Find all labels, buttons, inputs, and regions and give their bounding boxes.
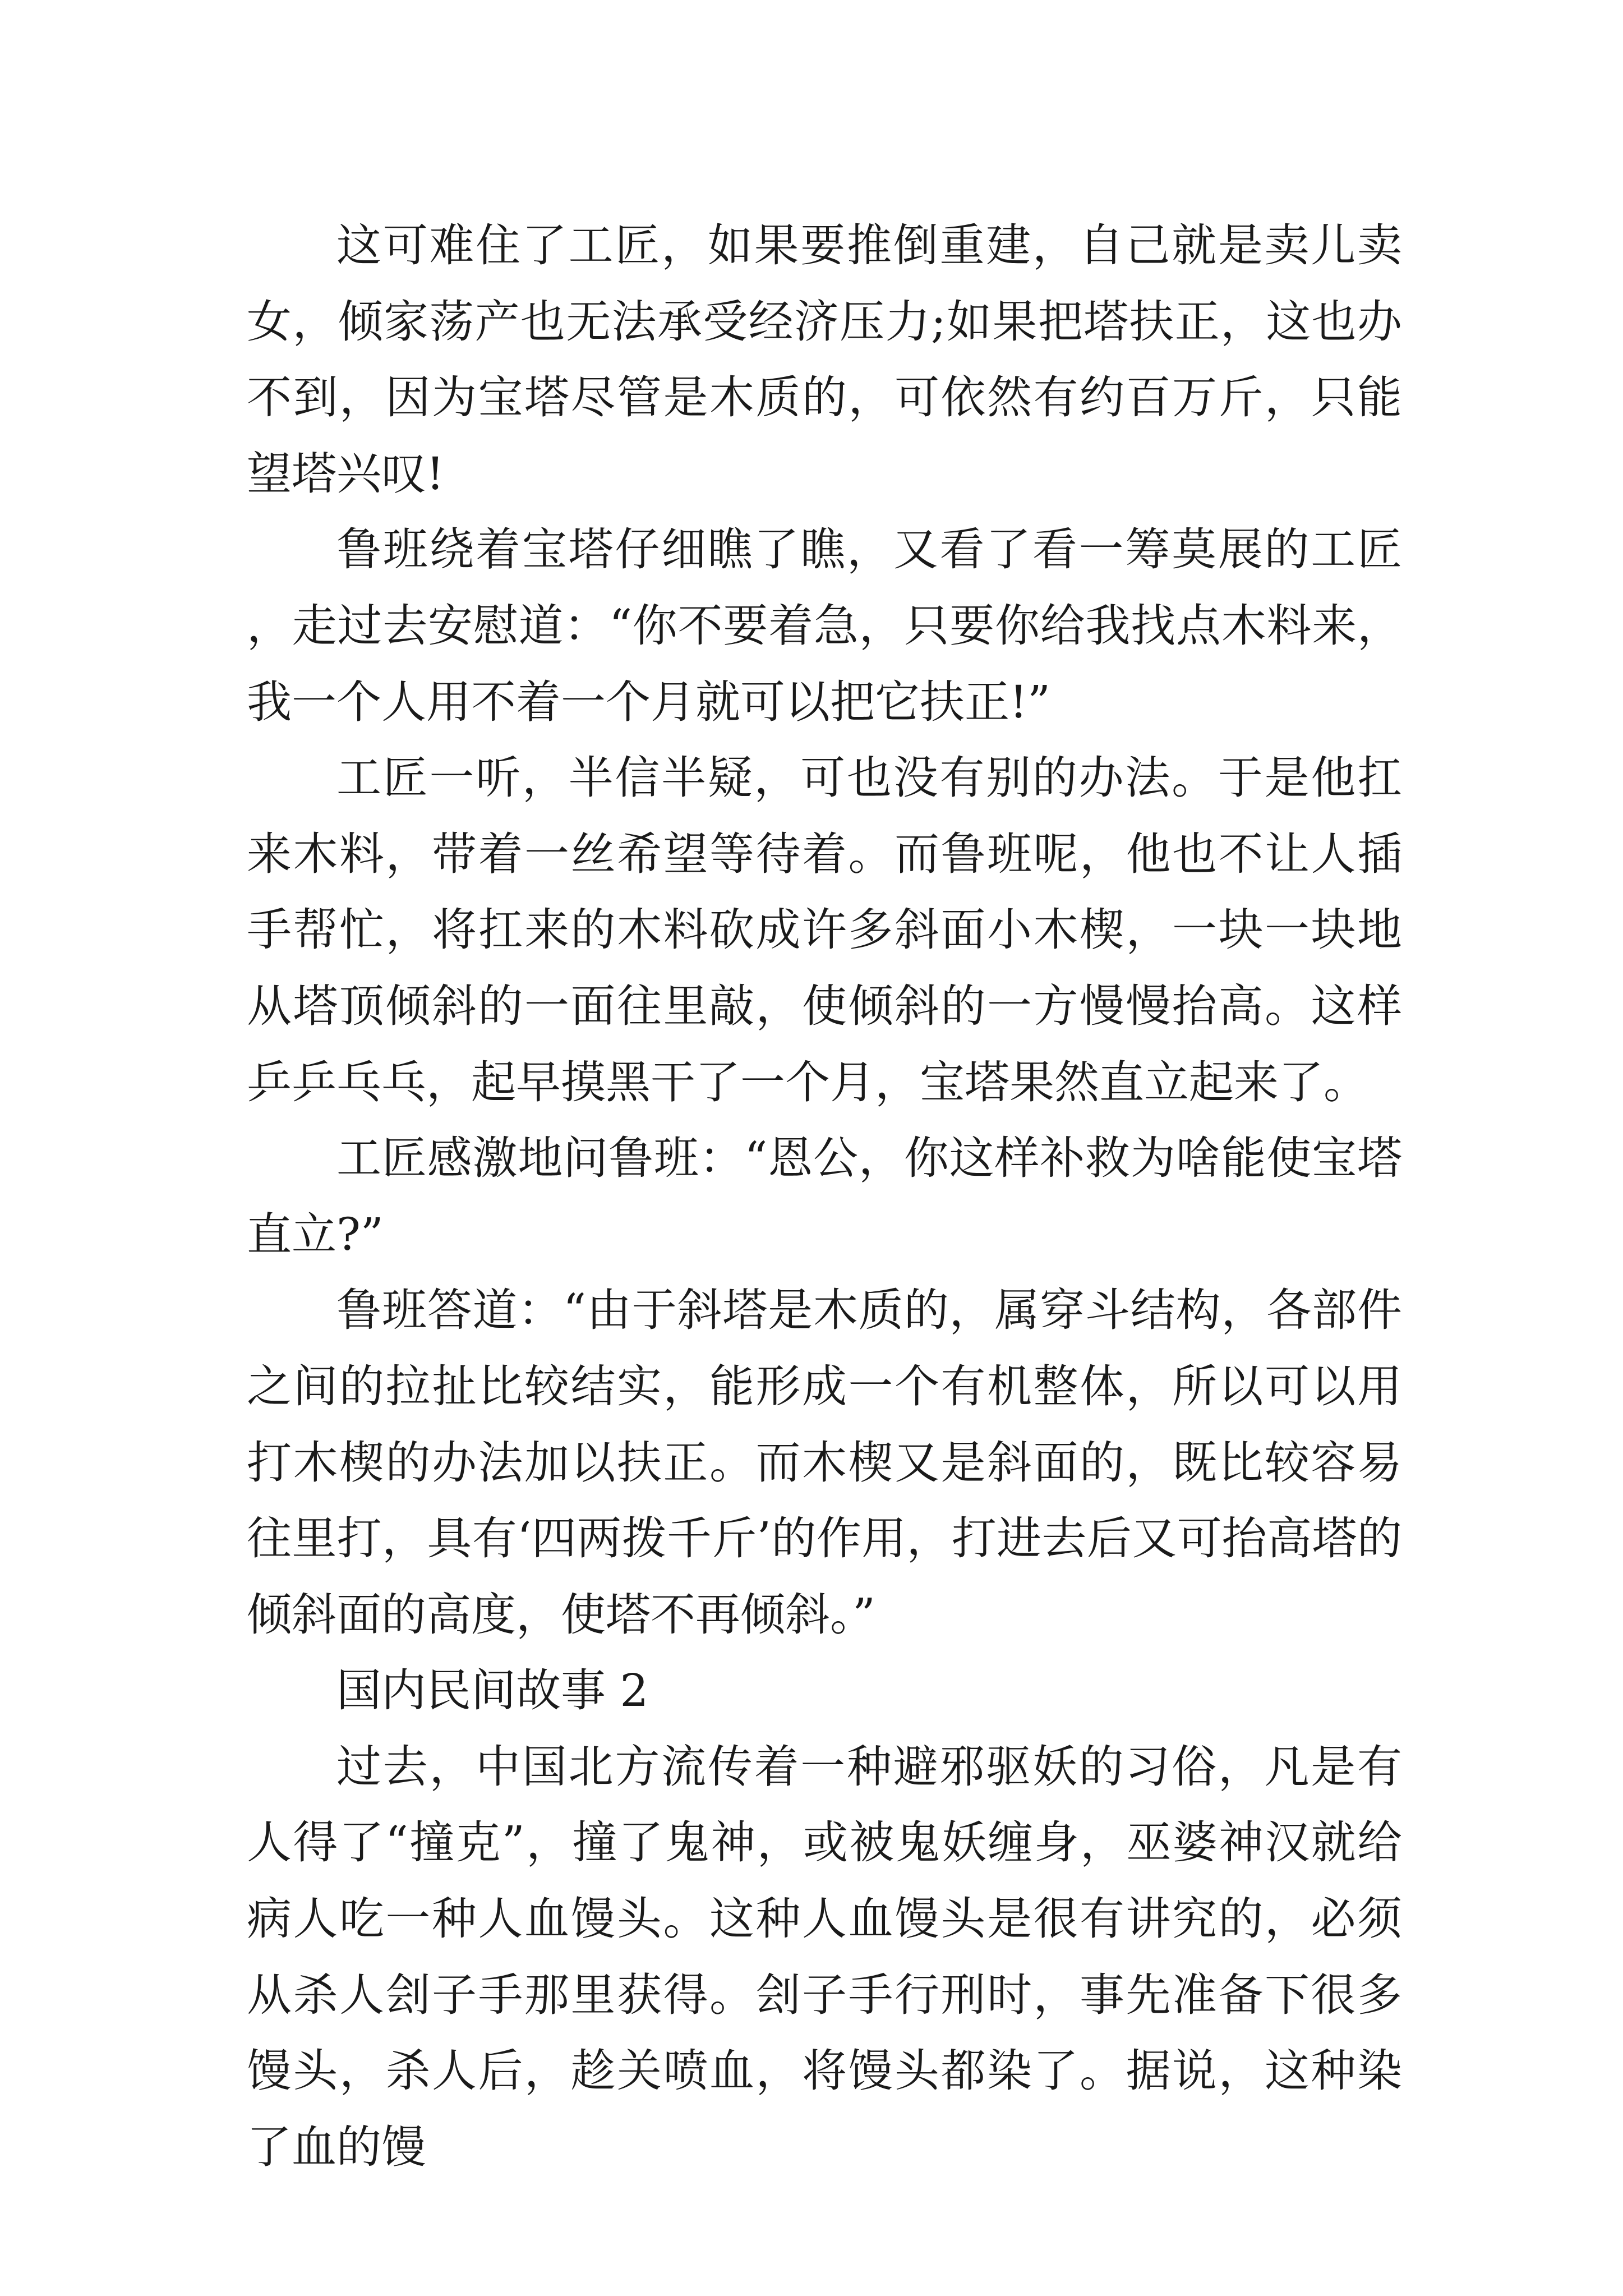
paragraph-wedging-work: 工匠一听，半信半疑，可也没有别的办法。于是他扛来木料，带着一丝希望等待着。而鲁班呢，他也不让人插手帮忙，将扛来的木料砍成许多斜面小木楔，一块一块地从塔顶倾斜的一面往里敲，使倾斜的一方慢慢抬高。这样乒乒乓乓，起早摸黑干了一个月，宝塔果然直立起来了。 <box>247 752 1402 1108</box>
section-heading: 国内民间故事 2 <box>336 1664 649 1717</box>
document-body <box>247 208 1402 2185</box>
paragraph-repair-dilemma: 这可难住了工匠，如果要推倒重建，自己就是卖儿卖女，倾家荡产也无法承受经济压力;如果把塔扶正，这也办不到，因为宝塔尽管是木质的，可依然有约百万斤，只能望塔兴叹! <box>247 219 1402 500</box>
paragraph-blood-bun-custom: 过去，中国北方流传着一种避邪驱妖的习俗，凡是有人得了“撞克”，撞了鬼神，或被鬼妖缠身，巫婆神汉就给病人吃一种人血馒头。这种人血馒头是很有讲究的，必须从杀人刽子手那里获得。刽子手行刑时，事先准备下很多馒头，杀人后，趁关喷血，将馒头都染了。据说，这种染了血的馒 <box>247 1740 1402 2173</box>
paragraph-luban-offer: 鲁班绕着宝塔仔细瞧了瞧，又看了看一筹莫展的工匠，走过去安慰道：“你不要着急，只要你给我找点木料来，我一个人用不着一个月就可以把它扶正!” <box>247 523 1402 728</box>
paragraph-luban-answer: 鲁班答道：“由于斜塔是木质的，属穿斗结构，各部件之间的拉扯比较结实，能形成一个有机整体，所以可以用打木楔的办法加以扶正。而木楔又是斜面的，既比较容易往里打，具有‘四两拨千斤’的作用，打进去后又可抬高塔的倾斜面的高度，使塔不再倾斜。” <box>247 1284 1402 1641</box>
paragraph-craftsman-question: 工匠感激地问鲁班：“恩公，你这样补救为啥能使宝塔直立?” <box>247 1132 1402 1260</box>
